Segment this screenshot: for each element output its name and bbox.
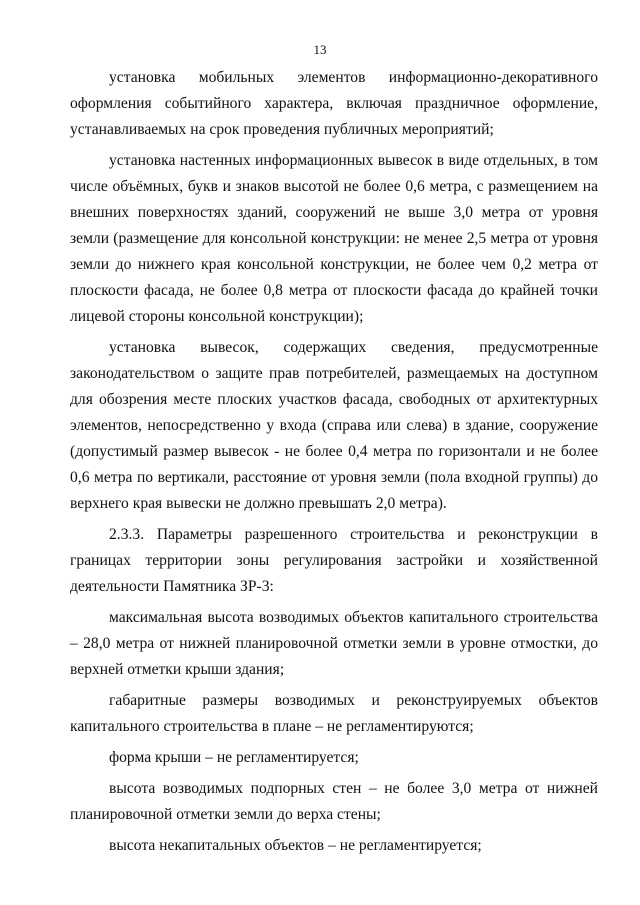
paragraph-roof-shape: форма крыши – не регламентируется; (109, 749, 359, 766)
paragraph-wall-signs: установка настенных информационных вывесок в виде отдельных, в том числе объёмных, букв и знаков высотой не более 0,6 метра, с размещением на внешних поверхностях зданий, сооружений не выше 3,0 метра от уровня земли (размещение для консольной конструкции: не менее 2,5 метра от уровня земли до нижнего края консольной конструкции, не более чем 0,2 метра от плоскости фасада, не более 0,8 метра от плоскости фасада до крайней точки лицевой стороны консольной конструкции); (70, 152, 598, 325)
paragraph-retaining-walls: высота возводимых подпорных стен – не более 3,0 метра от нижней планировочной отметки земли до верха стены; (70, 780, 598, 823)
paragraph-max-height: максимальная высота возводимых объектов капитального строительства – 28,0 метра от нижней планировочной отметки земли в уровне отмостки, до верхней отметки крыши здания; (70, 609, 598, 678)
paragraph-consumer-info-signs: установка вывесок, содержащих сведения, предусмотренные законодательством о защите прав потребителей, размещаемых на доступном для обозрения месте плоских участков фасада, свободных от архитектурных элементов, непосредственно у входа (справа или слева) в здание, сооружение (допустимый размер вывесок - не более 0,4 метра по горизонтали и не более 0,6 метра по вертикали, расстояние от уровня земли (пола входной группы) до верхнего края вывески не должно превышать 2,0 метра). (70, 339, 598, 512)
paragraph-mobile-decorative-elements: установка мобильных элементов информационно-декоративного оформления событийного характера, включая праздничное оформление, устанавливаемых на срок проведения публичных мероприятий; (70, 69, 598, 138)
section-heading-2-3-3: 2.3.3. Параметры разрешенного строительства и реконструкции в границах территории зоны регулирования застройки и хозяйственной деятельности Памятника ЗР-3: (70, 526, 598, 595)
paragraph-non-capital-objects: высота некапитальных объектов – не регламентируется; (109, 837, 482, 854)
document-body (70, 65, 598, 859)
paragraph-dimensions: габаритные размеры возводимых и реконструируемых объектов капитального строительства в плане – не регламентируются; (70, 692, 598, 735)
page-number: 13 (313, 42, 327, 57)
